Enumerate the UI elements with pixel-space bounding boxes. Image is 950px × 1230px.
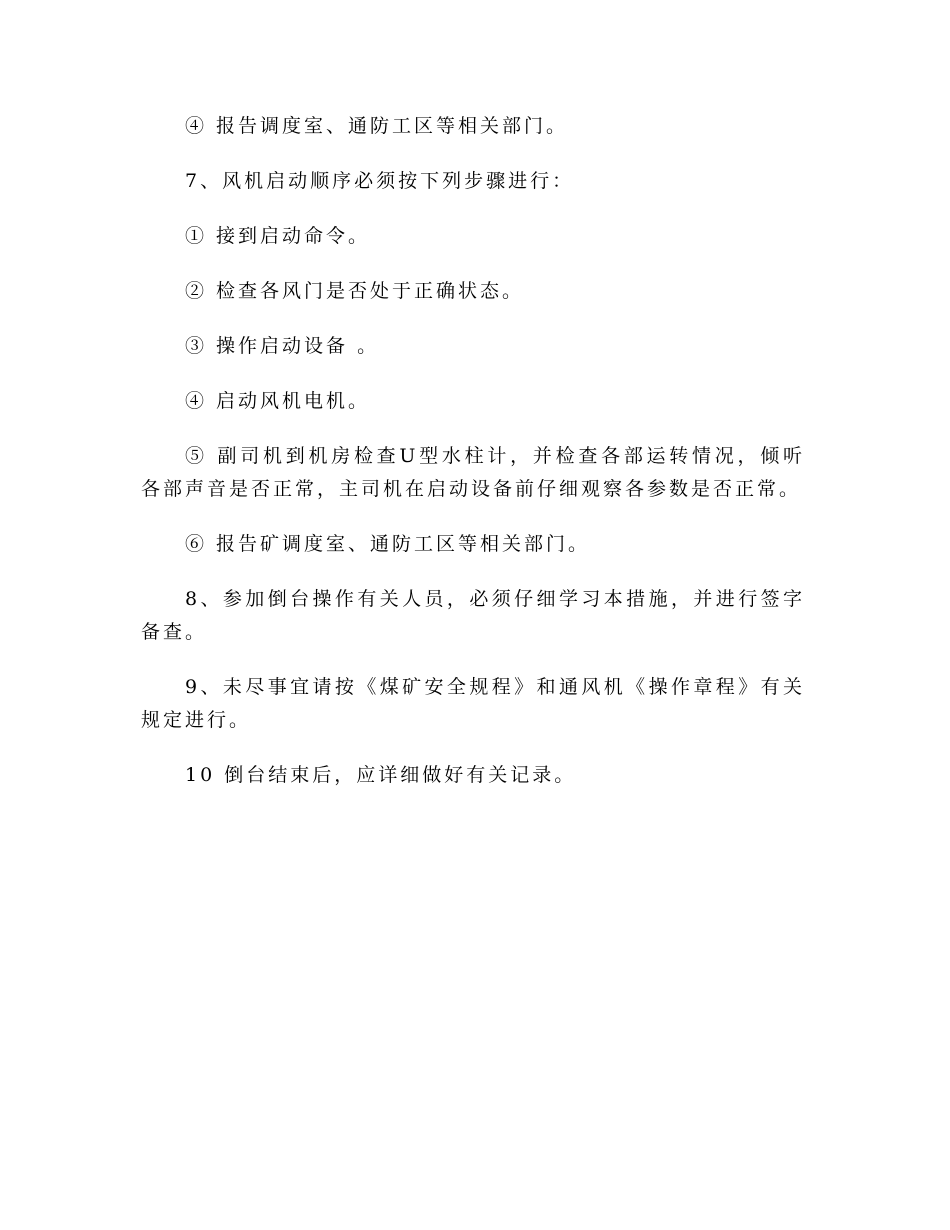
paragraph-step-4-start-motor: ④ 启动风机电机。	[185, 390, 371, 412]
paragraph-step-3-operate-starter: ③ 操作启动设备 。	[185, 335, 380, 357]
document-body	[141, 110, 805, 814]
paragraph-step-5-inspect: ⑤ 副司机到机房检查U型水柱计，并检查各部运转情况，倾听各部声音是否正常，主司机在启动设备前仔细观察各参数是否正常。	[141, 445, 805, 500]
paragraph-step-2-check-doors: ② 检查各风门是否处于正确状态。	[185, 280, 525, 302]
paragraph-item-7-fan-start-sequence: 7、风机启动顺序必须按下列步骤进行：	[185, 170, 575, 192]
paragraph-step-6-report: ⑥ 报告矿调度室、通防工区等相关部门。	[185, 533, 591, 555]
paragraph-item-9-regulations: 9、未尽事宜请按《煤矿安全规程》和通风机《操作章程》有关规定进行。	[141, 676, 805, 731]
paragraph-step-1-receive-command: ① 接到启动命令。	[185, 225, 371, 247]
paragraph-item-8-personnel: 8、参加倒台操作有关人员，必须仔细学习本措施，并进行签字备查。	[141, 588, 805, 643]
paragraph-step-4-report: ④ 报告调度室、通防工区等相关部门。	[185, 115, 569, 137]
paragraph-item-10-records: 10 倒台结束后，应详细做好有关记录。	[185, 764, 577, 786]
